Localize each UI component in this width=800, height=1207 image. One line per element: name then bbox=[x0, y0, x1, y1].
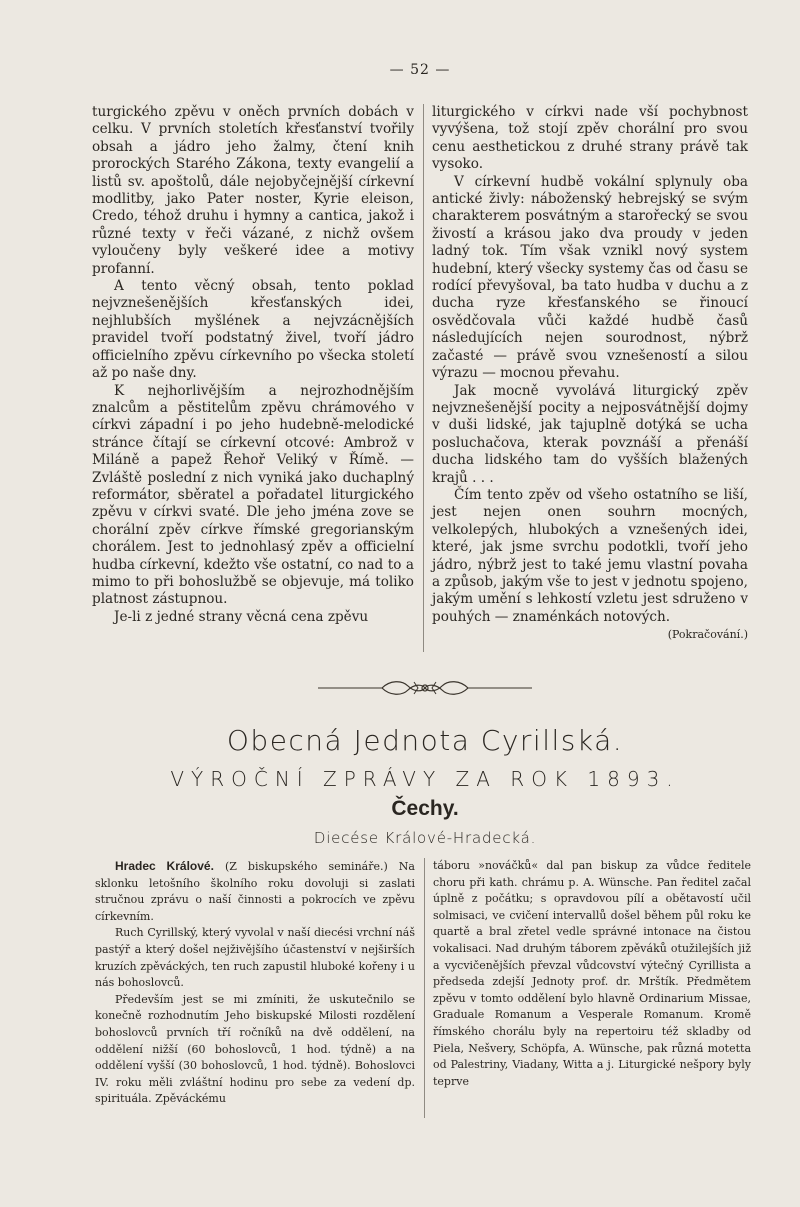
article-paragraph: Jak mocně vyvolává liturgický zpěv nejvznešenější pocity a nejposvátnější dojmy v duši lidské, jak tajuplně dotýká se ucha posluchačova, kterak povznáší a přenáší ducha lidského tam do vyšších blažených krajů . . . bbox=[432, 382, 748, 486]
article-paragraph: V církevní hudbě vokální splynuly oba antické živly: náboženský hebrejský se svým charakterem posvátným a starořecký se svou živostí a krásou jako dva proudy v jeden ladný tok. Tím však vznikl nový system hudební, který všecky systemy čas od času se rodící převyšoval, ba tato hudba v duchu a z ducha ryze křesťanského se řinoucí osvědčovala vůči každé hudbě časů následujících nejen sourodnost, nýbrž začasté — právě svou vznešeností a silou výrazu — mocnou převahu. bbox=[432, 173, 748, 382]
article-paragraph: Je-li z jedné strany věcná cena zpěvu bbox=[114, 608, 369, 625]
column-divider bbox=[423, 104, 424, 652]
page-number: — 52 — bbox=[389, 62, 451, 78]
continued-note: (Pokračování.) bbox=[667, 628, 748, 642]
report-paragraph: táboru »nováčků« dal pan biskup za vůdce ředitele choru při kath. chrámu p. A. Wünsche. Pan ředitel začal úplně z počátku; s opravdovou pílí a obětavostí učil solmisaci, ve cvičení intervallů došel během půl roku ke quartě a bral zřetel vedle správné intonace na čistou vokalisaci. Nad druhým táborem zpěváků otužilejších již a vycvičenějších převzal vůdcovství výtečný Cyrillista a předseda zdejší Jednoty prof. dr. Mrštík. Předmětem zpěvu v tomto oddělení bylo hlavně Ordinarium Missae, Graduale Romanum a Vesperale Romanum. Kromě římského chorálu byly na repertoiru též skladby od Piela, Nešvery, Schöpfa, A. Wünsche, pak různá motetta od Palestriny, Viadany, Witta a j. Liturgické nešpory byly teprve bbox=[433, 859, 751, 1088]
article-right-column bbox=[432, 104, 748, 644]
report-paragraph bbox=[95, 858, 415, 925]
report-paragraph: Ruch Cyrillský, který vyvolal v naší diecési vrchní náš pastýř a který došel nejživějšího účastenství v nejširších kruzích zpěváckých, ten ruch zapustil hluboké kořeny i u nás bohoslovců. bbox=[95, 926, 415, 990]
report-lead-text: (Z biskupského semináře.) Na sklonku letošního školního roku dovoluji si zaslati stručnou zprávu o naší činnosti a pokrocích ve zpěvu církevním. bbox=[95, 860, 415, 923]
report-lead: Hradec Králové. bbox=[115, 859, 214, 873]
diocese-heading: Diecése Králové-Hradecká. bbox=[313, 829, 537, 847]
report-title: Obecná Jednota Cyrillská. bbox=[226, 724, 624, 757]
article-left-column bbox=[92, 104, 414, 626]
report-subtitle: VÝROČNÍ ZPRÁVY ZA ROK 1893. bbox=[170, 767, 680, 791]
column-divider bbox=[424, 858, 425, 1118]
report-paragraph: Především jest se mi zmíniti, že uskutečnilo se konečně rozhodnutím Jeho biskupské Milosti rozdělení bohoslovců prvních tří ročníků na dvě oddělení, na oddělení nižší (60 bohoslovců, 1 hod. týdně) a na oddělení vyšší (30 bohoslovců, 1 hod. týdně). Bohoslovci IV. roku měli zvláštní hodinu pro sebe za vedení dp. spirituála. Zpěváckému bbox=[95, 992, 415, 1106]
article-paragraph: turgického zpěvu v oněch prvních dobách v celku. V prvních stoletích křesťanství tvořily obsah a jádro jeho žalmy, čtení knih prorockých Starého Zákona, texty evangelií a listů sv. apoštolů, dále nejobyčejnější církevní modlitby, jako Pater noster, Kyrie eleison, Credo, téhož druhu i hymny a cantica, jakož i různé texty v řeči vázané, z nichž ovšem vyloučeny byly veškeré idee a motivy profanní. bbox=[92, 104, 414, 277]
ornament-divider-icon bbox=[318, 676, 532, 700]
article-paragraph: liturgického v církvi nade vší pochybnost vyvýšena, tož stojí zpěv chorální pro svou cenu aesthetickou z druhé strany právě tak vysoko. bbox=[432, 104, 748, 173]
article-paragraph: A tento věcný obsah, tento poklad nejvznešenějších křesťanských idei, nejhlubších myšlének a nejvzácnějších pravidel tvoří podstatný živel, tvoří jádro officielního zpěvu církevního po všecka století až po naše dny. bbox=[92, 278, 414, 382]
article-paragraph: Čím tento zpěv od všeho ostatního se liší, jest nejen onen souhrn mocných, velkolepých, hlubokých a vznešených idei, které, jak jsme svrchu podotkli, tvoří jeho jádro, nýbrž jest to také jemu vlastní povaha a způsob, jakým vše to jest v jednotu spojeno, jakým umění s lehkostí vzletu jest sdruženo v pouhých — znaménkách notových. bbox=[432, 486, 748, 625]
report-right-column bbox=[433, 858, 751, 1090]
region-heading: Čechy. bbox=[391, 797, 459, 820]
article-paragraph: K nejhorlivějším a nejrozhodnějším znalcům a pěstitelům zpěvu chrámového v církvi západní i po jeho hudebně-melodické stránce čítají se církevní otcové: Ambrož v Miláně a papež Řehoř Veliký v Římě. — Zvláště poslední z nich vyniká jako duchaplný reformátor, sběratel a pořadatel liturgického zpěvu v církvi svaté. Dle jeho jména zove se chorální zpěv církve římské gregorianským chorálem. Jest to jednohlasý zpěv a officielní hudba církevní, kdežto vše ostatní, co nad to a mimo to při bohoslužbě se objevuje, má toliko platnost zástupnou. bbox=[92, 382, 414, 608]
report-left-column bbox=[95, 858, 415, 1108]
